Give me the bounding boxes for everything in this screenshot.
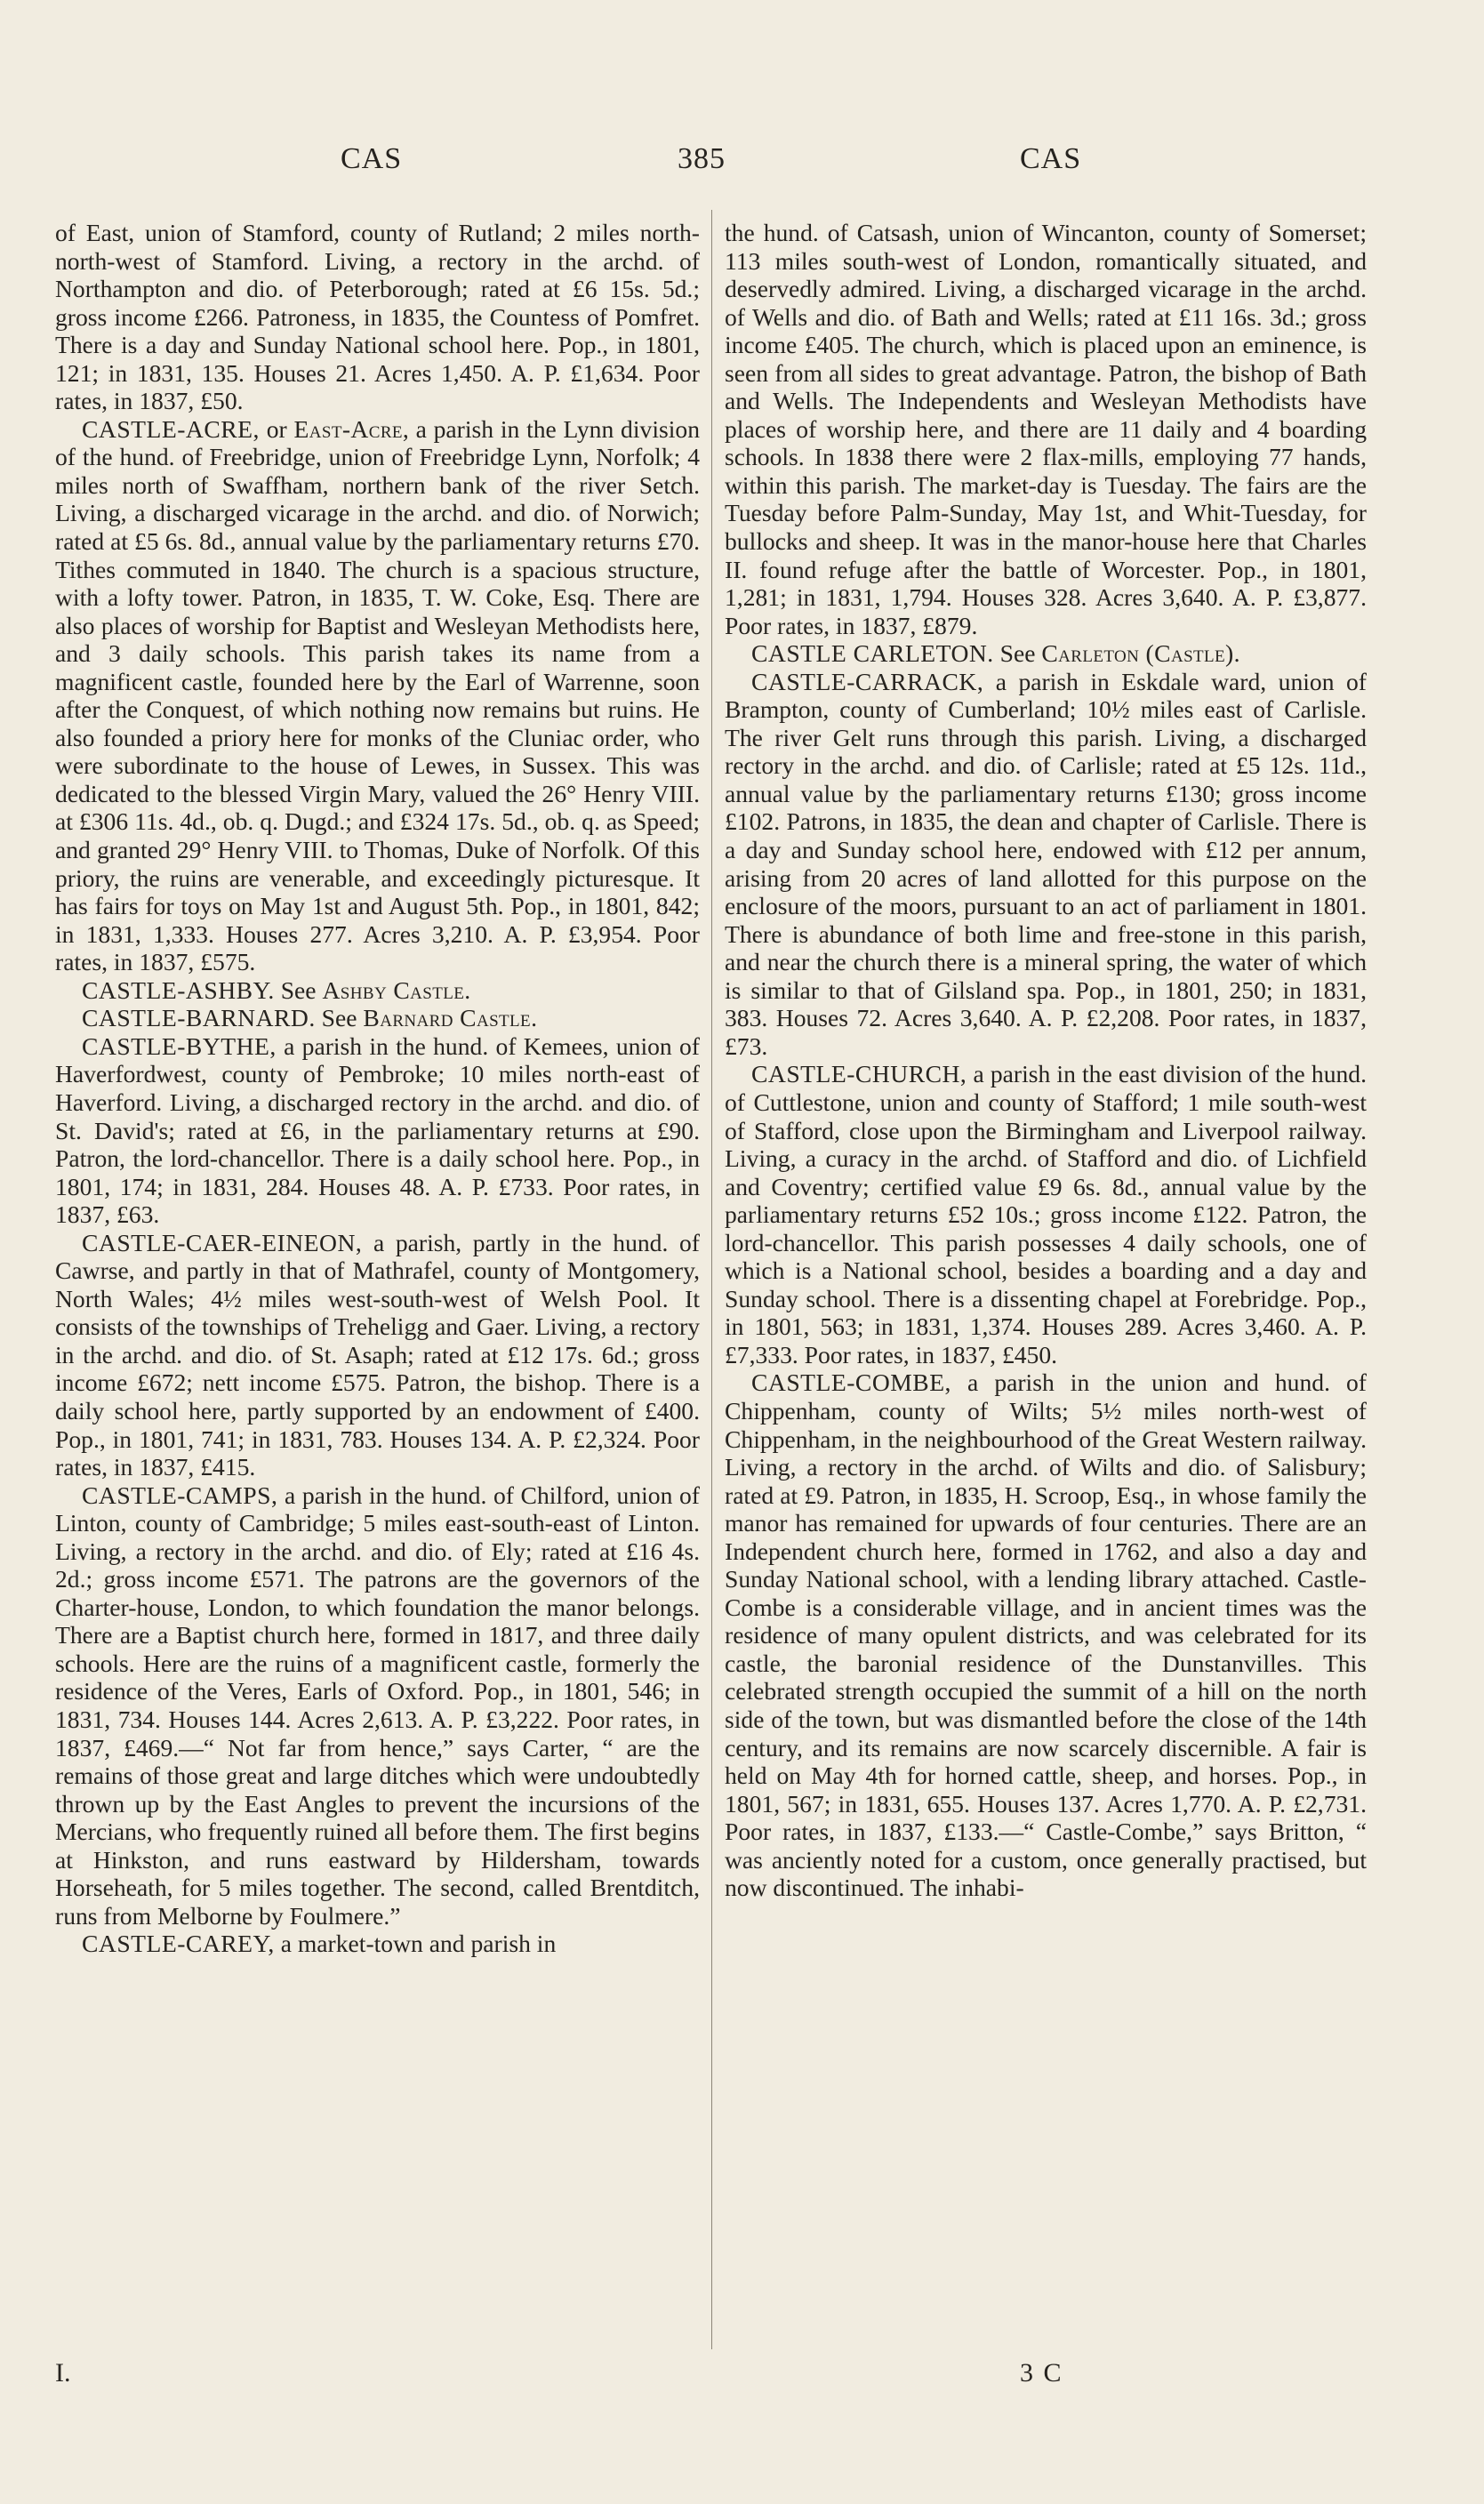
continued-paragraph: the hund. of Catsash, union of Wincanton, county of Somerset; 113 miles south-west of London, romantically situated, and deservedly admired. Living, a discharged vicarage in the archd. of Wells and dio. of Bath and Wells; rated at £11 16s. 3d.; gross income £405. The church, which is placed upon an eminence, is seen from all sides to great advantage. Patron, the bishop of Bath and Wells. The Independents and Wesleyan Methodists have places of worship here, and there are 11 daily and 4 boarding schools. In 1838 there were 2 flax-mills, employing 77 hands, within this parish. The market-day is Tuesday. The fairs are the Tuesday before Palm-Sunday, May 1st, and Whit-Tuesday, for bullocks and sheep. It was in the manor-house here that Charles II. found refuge after the battle of Worcester. Pop., in 1801, 1,281; in 1831, 1,794. Houses 328. Acres 3,640. A. P. £3,877. Poor rates, in 1837, £879. (725, 219, 1367, 639)
entry-headword: CASTLE-BYTHE, (82, 1031, 277, 1060)
header-left-keyword: CAS (341, 142, 403, 175)
entry-text: . (1233, 639, 1240, 668)
entry-headword: CASTLE-CAMPS, (82, 1481, 278, 1509)
gazetteer-entry (55, 1032, 700, 1229)
entry-headword: CASTLE-CHURCH, (751, 1060, 967, 1088)
entry-text: a parish, partly in the hund. of Cawrse, and partly in that of Mathrafel, county of Montgomery, North Wales; 4½ miles west-south-west of Welsh Pool. It consists of the townships of Treheligg and Gaer. Living, a rectory in the archd. and dio. of St. Asaph; rated at £12 17s. 6d.; gross income £672; nett income £575. Patron, the bishop. There is a daily school here, partly supported by an endowment of £400. Pop., in 1801, 741; in 1831, 783. Houses 134. A. P. £2,324. Poor rates, in 1837, £415. (55, 1228, 700, 1481)
continued-paragraph: of East, union of Stamford, county of Rutland; 2 miles north-north-west of Stamford. Living, a rectory in the archd. of Northampton and dio. of Peterborough; rated at £6 15s. 5d.; gross income £266. Patroness, in 1835, the Countess of Pomfret. There is a day and Sunday National school here. Pop., in 1801, 121; in 1831, 135. Houses 21. Acres 1,450. A. P. £1,634. Poor rates, in 1837, £50. (55, 219, 700, 415)
entry-headword: CASTLE-COMBE, (751, 1368, 951, 1397)
page-number: 385 (678, 142, 726, 175)
entry-connector: or (259, 414, 294, 443)
entry-text: a parish in the east division of the hund. of Cuttlestone, union and county of Stafford; 1 mile south-west of Stafford, close upon the Birmingham and Liverpool railway. Living, a curacy in the archd. of Stafford and dio. of Lichfield and Coventry; certified value £9 6s. 8d., annual value by the parliamentary returns £52 10s.; gross income £122. Patron, the lord-chancellor. This parish possesses 4 daily schools, one of which is a National school, besides a boarding and a day and Sunday school. There is a dissenting chapel at Forebridge. Pop., in 1801, 563; in 1831, 1,374. Houses 289. Acres 3,460. A. P. £7,333. Poor rates, in 1837, £450. (725, 1060, 1367, 1368)
gazetteer-entry (55, 415, 700, 976)
gazetteer-entry (55, 1930, 700, 1958)
entry-text: a parish in the hund. of Kemees, union of Haverfordwest, county of Pembroke; 10 miles north-east of Haverford. Living, a discharged rectory in the archd. and dio. of St. David's; rated at £6, in the parliamentary returns at £90. Patron, the lord-chancellor. There is a daily school here. Pop., in 1801, 174; in 1831, 284. Houses 48. A. P. £733. Poor rates, in 1837, £63. (55, 1031, 700, 1229)
signature-mark: I. (55, 2358, 71, 2388)
entry-headword: CASTLE-CAER-EINEON, (82, 1228, 363, 1256)
cross-reference: East-Acre (293, 414, 403, 443)
gazetteer-entry (725, 639, 1367, 668)
cross-reference: Barnard Castle (363, 1004, 532, 1032)
entry-text: . (464, 975, 471, 1004)
right-column (725, 219, 1367, 1902)
cross-reference: Carleton (Castle) (1041, 639, 1234, 668)
entry-text: a market-town and parish in (274, 1930, 557, 1958)
entry-connector: See (993, 639, 1042, 668)
entry-headword: CASTLE-ASHBY. (82, 975, 275, 1004)
entry-headword: CASTLE-ACRE, (82, 414, 260, 443)
gazetteer-entry (55, 1481, 700, 1930)
entry-connector: See (315, 1004, 364, 1032)
cross-reference: Ashby Castle (322, 975, 465, 1004)
gazetteer-entry (55, 1229, 700, 1481)
entry-text: . (531, 1004, 537, 1032)
gazetteer-entry (55, 1004, 700, 1032)
entry-text: a parish in the union and hund. of Chippenham, county of Wilts; 5½ miles north-west of Chippenham, in the neighbourhood of the Great Western railway. Living, a rectory in the archd. of Wilts and dio. of Salisbury; rated at £9. Patron, in 1835, H. Scroop, Esq., in whose family the manor has remained for upwards of four centuries. There are an Independent church here, formed in 1762, and also a day and Sunday National school, with a lending library attached. Castle-Combe is a considerable village, and in ancient times was the residence of many opulent districts, and was celebrated for its castle, the baronial residence of the Dunstanvilles. This celebrated strength occupied the summit of a hill on the north side of the town, but was dismantled before the close of the 14th century, and its remains are now scarcely discernible. A fair is held on May 4th for horned cattle, sheep, and horses. Pop., in 1801, 567; in 1831, 655. Houses 137. Acres 1,770. A. P. £2,731. Poor rates, in 1837, £133.—“ Castle-Combe,” says Britton, “ was anciently noted for a custom, once generally practised, but now discontinued. The inhabi- (725, 1368, 1367, 1902)
column-divider (711, 210, 712, 2349)
gazetteer-entry (55, 976, 700, 1005)
entry-headword: CASTLE-CAREY, (82, 1930, 275, 1958)
entry-text: a parish in the hund. of Chilford, union of Linton, county of Cambridge; 5 miles east-south-east of Linton. Living, a rectory in the archd. and dio. of Ely; rated at £16 4s. 2d.; gross income £571. The patrons are the governors of the Charter-house, London, to which foundation the manor belongs. There are a Baptist church here, formed in 1817, and three daily schools. Here are the ruins of a magnificent castle, formerly the residence of the Veres, Earls of Oxford. Pop., in 1801, 546; in 1831, 734. Houses 144. Acres 2,613. A. P. £3,222. Poor rates, in 1837, £469.—“ Not far from hence,” says Carter, “ are the remains of those great and large ditches which were undoubtedly thrown up by the East Angles to prevent the incursions of the Mercians, who frequently ruined all before them. The first begins at Hinkston, and runs eastward by Hildersham, towards Horseheath, for 5 miles together. The second, called Brentditch, runs from Melborne by Foulmere.” (55, 1481, 700, 1930)
entry-headword: CASTLE-CARRACK, (751, 667, 984, 695)
running-header (0, 142, 1484, 187)
entry-headword: CASTLE CARLETON. (751, 639, 994, 668)
gazetteer-entry (725, 1060, 1367, 1368)
gazetteer-entry (725, 668, 1367, 1061)
header-right-keyword: CAS (1020, 142, 1082, 175)
entry-headword: CASTLE-BARNARD. (82, 1004, 316, 1032)
entry-connector: See (274, 975, 323, 1004)
gathering-mark: 3 C (1020, 2358, 1063, 2388)
left-column (55, 219, 700, 1958)
entry-text: a parish in Eskdale ward, union of Brampton, county of Cumberland; 10½ miles east of Carlisle. The river Gelt runs through this parish. Living, a discharged rectory in the archd. and dio. of Carlisle; rated at £5 12s. 11d., annual value by the parliamentary returns £130; gross income £102. Patrons, in 1835, the dean and chapter of Carlisle. There is a day and Sunday school here, endowed with £12 per annum, arising from 20 acres of land allotted for this purpose on the enclosure of the moors, pursuant to an act of parliament in 1801. There is abundance of both lime and free-stone in this parish, and near the church there is a mineral spring, the water of which is similar to that of Gilsland spa. Pop., in 1801, 250; in 1831, 383. Houses 72. Acres 3,640. A. P. £2,208. Poor rates, in 1837, £73. (725, 667, 1367, 1060)
gazetteer-entry (725, 1368, 1367, 1901)
entry-text: , a parish in the Lynn division of the hund. of Freebridge, union of Freebridge Lynn, Norfolk; 4 miles north of Swaffham, northern bank of the river Setch. Living, a discharged vicarage in the archd. and dio. of Norwich; rated at £5 6s. 8d., annual value by the parliamentary returns £70. Tithes commuted in 1840. The church is a spacious structure, with a lofty tower. Patron, in 1835, T. W. Coke, Esq. There are also places of worship for Baptist and Wesleyan Methodists here, and 3 daily schools. This parish takes its name from a magnificent castle, founded here by the Earl of Warrenne, soon after the Conquest, of which nothing now remains but ruins. He also founded a priory here for monks of the Cluniac order, who were subordinate to the house of Lewes, in Sussex. This was dedicated to the blessed Virgin Mary, valued the 26° Henry VIII. at £306 11s. 4d., ob. q. Dugd.; and £324 17s. 5d., ob. q. as Speed; and granted 29° Henry VIII. to Thomas, Duke of Norfolk. Of this priory, the ruins are venerable, and exceedingly picturesque. It has fairs for toys on May 1st and August 5th. Pop., in 1801, 842; in 1831, 1,333. Houses 277. Acres 3,210. A. P. £3,954. Poor rates, in 1837, £575. (55, 414, 700, 976)
